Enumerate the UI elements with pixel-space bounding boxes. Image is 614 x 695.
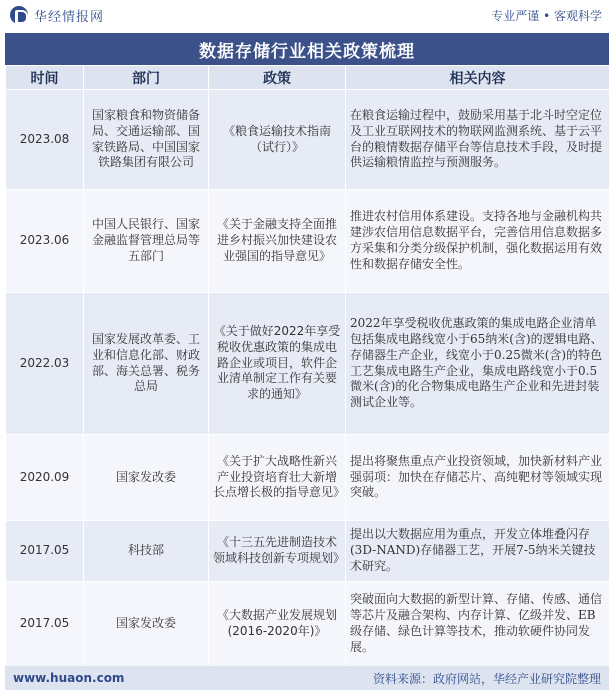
row-content: 2022年享受税收优惠政策的集成电路企业清单包括集成电路线宽小于65纳米(含)的逻辑电路、存储器生产企业，线宽小于0.25微米(含)的特色工艺集成电路生产企业，集成电路线宽小于0.5微米(含)的化合物集成电路生产企业和先进封装测试企业等。 — [346, 293, 610, 435]
table-row — [6, 293, 610, 435]
row-content: 推进农村信用体系建设。支持各地与金融机构共建涉农信用信息数据平台，完善信用信息数据多方采集和分类分级保护机制，强化数据运用有效性和数据存储安全性。 — [346, 190, 610, 293]
top-bar — [0, 0, 614, 30]
row-dept: 国家粮食和物资储备局、交通运输部、国家铁路局、中国国家铁路集团有限公司 — [84, 90, 209, 190]
column-header-date: 时间 — [6, 66, 84, 90]
row-date: 2017.05 — [6, 582, 84, 667]
row-policy: 《粮食运输技术指南（试行）》 — [209, 90, 346, 190]
table-row — [6, 582, 610, 667]
row-dept: 科技部 — [84, 521, 209, 582]
footer — [5, 666, 609, 690]
column-header-content: 相关内容 — [346, 66, 610, 90]
policy-table — [5, 65, 610, 667]
page-title: 数据存储行业相关政策梳理 — [5, 33, 609, 65]
row-dept: 国家发改委 — [84, 582, 209, 667]
row-content: 突破面向大数据的新型计算、存储、传感、通信等芯片及融合架构、内存计算、亿级并发、EB级存储、绿色计算等技术，推动软硬件协同发展。 — [346, 582, 610, 667]
row-content: 提出将聚焦重点产业投资领域，加快新材料产业强弱项：加快在存储芯片、高纯靶材等领域实现突破。 — [346, 435, 610, 521]
table-row — [6, 435, 610, 521]
row-date: 2020.09 — [6, 435, 84, 521]
row-dept: 国家发改委 — [84, 435, 209, 521]
brand — [10, 6, 104, 25]
row-policy: 《关于做好2022年享受税收优惠政策的集成电路企业或项目，软件企业清单制定工作有关要求的通知》 — [209, 293, 346, 435]
row-dept: 国家发展改革委、工业和信息化部、财政部、海关总署、税务总局 — [84, 293, 209, 435]
row-policy: 《十三五先进制造技术领域科技创新专项规划》 — [209, 521, 346, 582]
row-content: 提出以大数据应用为重点，开发立体堆叠闪存(3D-NAND)存储器工艺，开展7-5纳米关键技术研究。 — [346, 521, 610, 582]
row-policy: 《关于金融支持全面推进乡村振兴加快建设农业强国的指导意见》 — [209, 190, 346, 293]
table-row — [6, 190, 610, 293]
table-row — [6, 90, 610, 190]
slogan: 专业严谨 • 客观科学 — [491, 8, 602, 23]
footer-url[interactable]: www.huaon.com — [13, 671, 125, 685]
row-date: 2022.03 — [6, 293, 84, 435]
column-header-dept: 部门 — [84, 66, 209, 90]
row-date: 2023.06 — [6, 190, 84, 293]
column-header-policy: 政策 — [209, 66, 346, 90]
brand-logo-icon — [10, 6, 28, 24]
table-header-row — [6, 66, 610, 90]
row-policy: 《大数据产业发展规划(2016-2020年)》 — [209, 582, 346, 667]
row-policy: 《关于扩大战略性新兴产业投资培育壮大新增长点增长极的指导意见》 — [209, 435, 346, 521]
brand-name: 华经情报网 — [34, 9, 105, 25]
footer-source: 资料来源：政府网站，华经产业研究院整理 — [372, 671, 601, 686]
row-content: 在粮食运输过程中，鼓励采用基于北斗时空定位及工业互联网技术的物联网监测系统、基于云平台的粮情数据存储平台等信息技术手段，及时提供运输粮情监控与预测服务。 — [346, 90, 610, 190]
row-date: 2017.05 — [6, 521, 84, 582]
row-dept: 中国人民银行、国家金融监督管理总局等五部门 — [84, 190, 209, 293]
table-row — [6, 521, 610, 582]
row-date: 2023.08 — [6, 90, 84, 190]
